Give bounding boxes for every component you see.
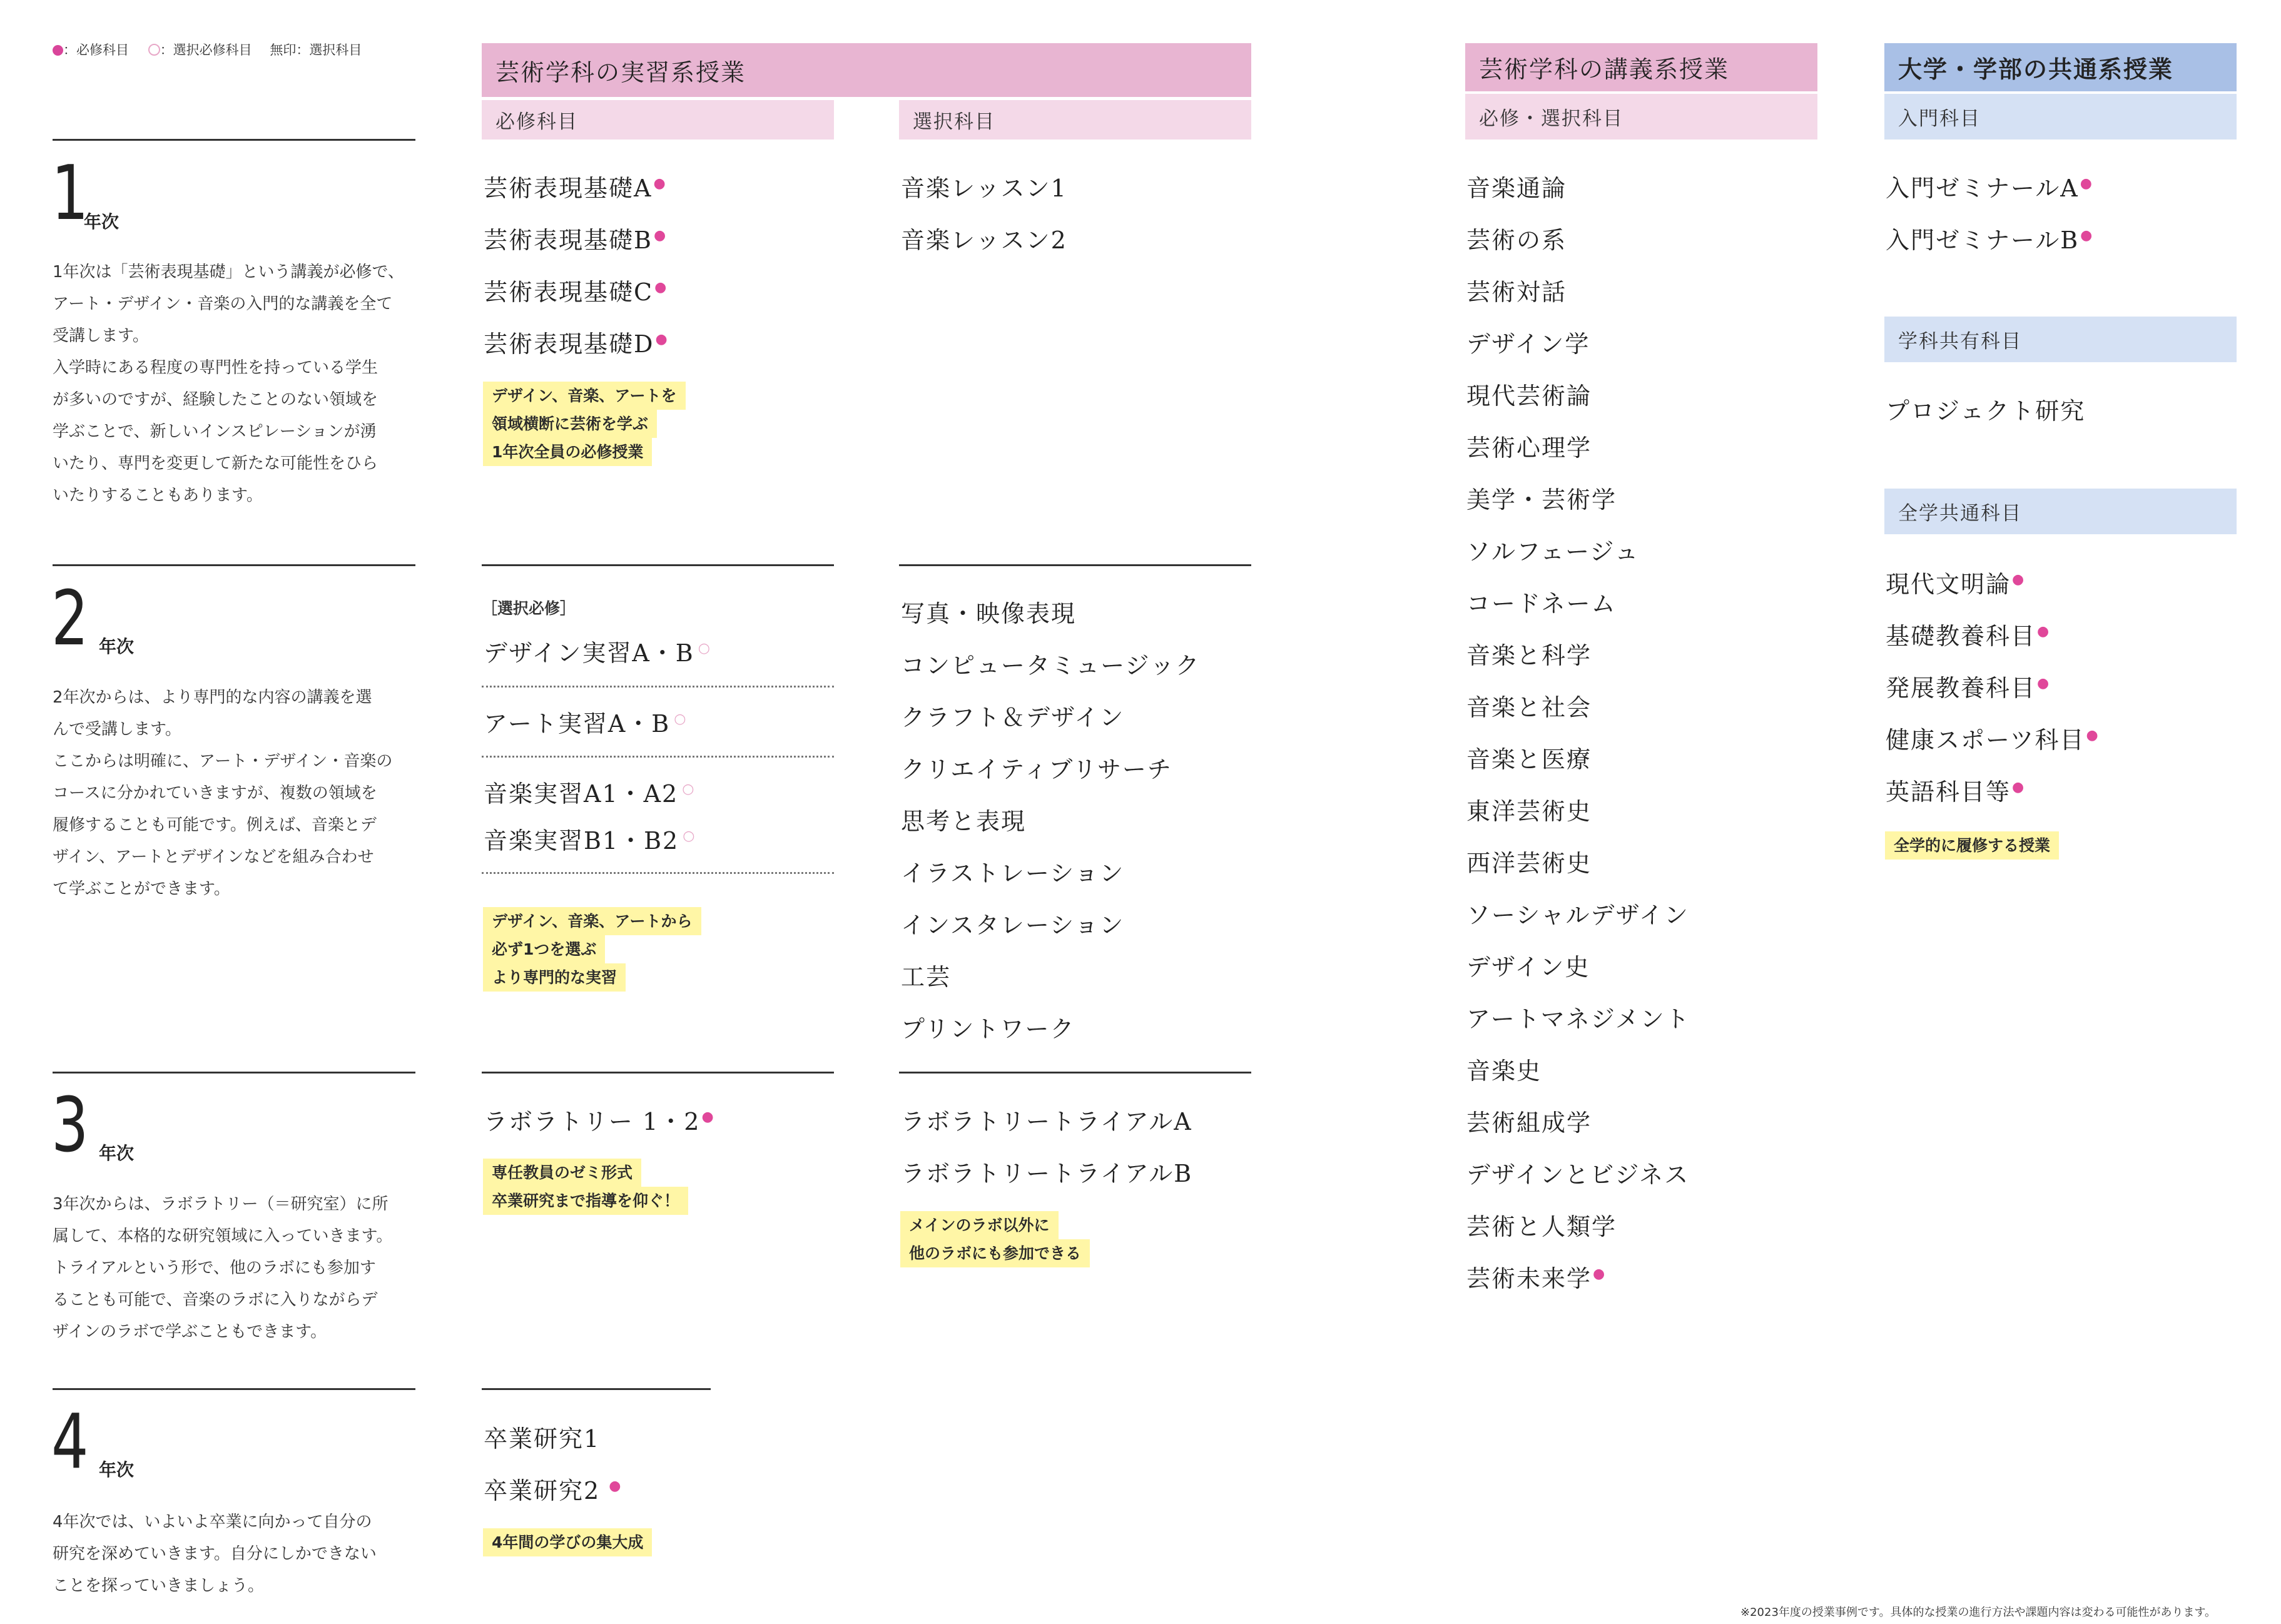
lecture-item: 芸術未来学● bbox=[1466, 1265, 1607, 1292]
required-dot-icon: ● bbox=[654, 280, 668, 296]
common-intro-item: 入門ゼミナールA● bbox=[1886, 175, 2093, 202]
required-dot-icon: ● bbox=[1593, 1266, 1607, 1282]
lecture-item: デザイン学 bbox=[1466, 330, 1590, 358]
y2-sel-item: デザイン実習A・B ○ bbox=[484, 639, 711, 667]
legend-required: ：必修科目 bbox=[63, 43, 129, 58]
y1-opt-item: 音楽レッスン2 bbox=[901, 226, 1067, 254]
y4-req-item: 卒業研究2 ● bbox=[484, 1477, 622, 1505]
lecture-item: ソルフェージュ bbox=[1466, 538, 1640, 566]
year1-rule bbox=[53, 139, 415, 141]
y2-opt-item: 思考と表現 bbox=[901, 808, 1027, 835]
year1-label: 年次 bbox=[84, 211, 119, 232]
lecture-item: 音楽と社会 bbox=[1466, 694, 1592, 721]
year3-number: 3 bbox=[51, 1082, 89, 1169]
common-shared-label: 学科共有科目 bbox=[1884, 317, 2237, 362]
practical-optional-label: 選択科目 bbox=[899, 100, 1251, 140]
common-intro-item: 入門ゼミナールB● bbox=[1886, 226, 2094, 254]
lecture-item: 西洋芸術史 bbox=[1466, 850, 1592, 877]
year1-number: 1 bbox=[51, 150, 89, 237]
y2-note: デザイン、音楽、アートから 必ず1つを選ぶ より専門的な実習 bbox=[483, 907, 701, 992]
required-dot-icon bbox=[53, 45, 63, 56]
y2-opt-item: インスタレーション bbox=[901, 911, 1125, 939]
year2-label: 年次 bbox=[99, 636, 135, 657]
lecture-item: 芸術心理学 bbox=[1466, 434, 1592, 462]
y2-bracket: ［選択必修］ bbox=[482, 599, 576, 617]
y3-req-item: ラボラトリー 1・2● bbox=[484, 1108, 715, 1135]
year3-label: 年次 bbox=[99, 1143, 135, 1164]
year4-rule bbox=[53, 1388, 415, 1390]
footnote: ※2023年度の授業事例です。具体的な授業の進行方法や課題内容は変わる可能性があります。 bbox=[1740, 1606, 2217, 1619]
y3-opt-rule bbox=[899, 1072, 1251, 1073]
year2-rule bbox=[53, 564, 415, 566]
common-general-item: 健康スポーツ科目● bbox=[1886, 726, 2100, 754]
required-dot-icon: ● bbox=[2080, 228, 2094, 244]
y1-req-item: 芸術表現基礎C● bbox=[484, 278, 668, 306]
y2-opt-item: 写真・映像表現 bbox=[901, 600, 1077, 627]
y2-opt-item: イラストレーション bbox=[901, 860, 1125, 887]
required-dot-icon: ● bbox=[2037, 624, 2051, 640]
y1-note: デザイン、音楽、アートを 領域横断に芸術を学ぶ 1年次全員の必修授業 bbox=[483, 382, 686, 466]
y2-req-rule bbox=[482, 564, 834, 566]
required-dot-icon: ● bbox=[2086, 728, 2100, 744]
lecture-item: 音楽と医療 bbox=[1466, 746, 1592, 773]
y4-rule bbox=[482, 1388, 711, 1390]
lecture-item: アートマネジメント bbox=[1466, 1005, 1690, 1033]
required-dot-icon: ● bbox=[653, 176, 667, 192]
y3-opt-note: メインのラボ以外に 他のラボにも参加できる bbox=[900, 1211, 1090, 1267]
lecture-item: デザインとビジネス bbox=[1466, 1161, 1690, 1189]
selective-dot-icon: ○ bbox=[674, 711, 688, 728]
common-general-item: 発展教養科目● bbox=[1886, 674, 2051, 702]
required-dot-icon: ● bbox=[609, 1478, 622, 1495]
lecture-header: 芸術学科の講義系授業 bbox=[1465, 43, 1817, 91]
selective-dot-icon: ○ bbox=[698, 641, 711, 657]
required-dot-icon: ● bbox=[2080, 176, 2093, 192]
required-dot-icon: ● bbox=[653, 228, 668, 244]
y1-req-item: 芸術表現基礎D● bbox=[484, 330, 669, 358]
common-general-label: 全学共通科目 bbox=[1884, 489, 2237, 534]
lecture-item: 芸術組成学 bbox=[1466, 1109, 1592, 1137]
lecture-item: 音楽史 bbox=[1466, 1057, 1542, 1085]
common-note: 全学的に履修する授業 bbox=[1885, 831, 2059, 860]
y2-opt-rule bbox=[899, 564, 1251, 566]
year3-description: 3年次からは、ラボラトリー（＝研究室）に所 属して、本格的な研究領域に入っていきます。 トライアルという形で、他のラボにも参加す ることも可能で、音楽のラボに入りながらデ ザインのラボで学ぶこともできます。 bbox=[53, 1195, 393, 1341]
y2-sel-item: 音楽実習A1・A2 ○ bbox=[484, 780, 696, 808]
year1-description: 1年次は「芸術表現基礎」という講義が必修で、 アート・デザイン・音楽の入門的な講義を全て 受講します。 入学時にある程度の専門性を持っている学生 が多いのですが、経験したことのない領域を 学ぶことで、新しいインスピレーションが湧 いたり、専門を変更して新たな可能性をひら いたりすることもあります。 bbox=[53, 263, 405, 505]
lecture-item: ソーシャルデザイン bbox=[1466, 901, 1689, 929]
y3-opt-item: ラボラトリートライアルA bbox=[901, 1108, 1192, 1135]
common-intro-label: 入門科目 bbox=[1884, 94, 2237, 140]
common-shared-item: プロジェクト研究 bbox=[1886, 397, 2086, 425]
y3-req-note: 専任教員のゼミ形式 卒業研究まで指導を仰ぐ！ bbox=[483, 1159, 688, 1215]
year4-description: 4年次では、いよいよ卒業に向かって自分の 研究を深めていきます。自分にしかできない ことを探っていきましょう。 bbox=[53, 1513, 377, 1595]
y2-opt-item: 工芸 bbox=[901, 963, 952, 991]
y2-divider bbox=[482, 872, 834, 874]
year4-number: 4 bbox=[51, 1399, 89, 1486]
lecture-item: 音楽と科学 bbox=[1466, 642, 1592, 669]
lecture-sub-label: 必修・選択科目 bbox=[1465, 94, 1817, 140]
required-dot-icon: ● bbox=[701, 1109, 715, 1125]
common-general-item: 現代文明論● bbox=[1886, 571, 2026, 598]
lecture-item: 芸術の系 bbox=[1466, 226, 1567, 254]
legend bbox=[53, 40, 362, 59]
lecture-item: 音楽通論 bbox=[1466, 175, 1567, 202]
y3-opt-item: ラボラトリートライアルB bbox=[901, 1160, 1193, 1187]
year2-number: 2 bbox=[51, 576, 89, 662]
practical-required-label: 必修科目 bbox=[482, 100, 834, 140]
lecture-item: デザイン史 bbox=[1466, 953, 1590, 981]
y2-opt-item: プリントワーク bbox=[901, 1015, 1075, 1043]
y2-sel-item: アート実習A・B ○ bbox=[484, 710, 688, 738]
required-dot-icon: ● bbox=[2012, 572, 2026, 588]
selective-dot-icon bbox=[148, 44, 160, 56]
required-dot-icon: ● bbox=[2037, 676, 2051, 692]
practical-header: 芸術学科の実習系授業 bbox=[482, 43, 1251, 97]
lecture-item: コードネーム bbox=[1466, 590, 1617, 617]
y2-divider bbox=[482, 756, 834, 758]
common-general-item: 英語科目等● bbox=[1886, 778, 2026, 806]
y4-note: 4年間の学びの集大成 bbox=[483, 1528, 652, 1556]
selective-dot-icon: ○ bbox=[683, 828, 696, 845]
year2-description: 2年次からは、より専門的な内容の講義を選 んで受講します。 ここからは明確に、アート・デザイン・音楽の コースに分かれていきますが、複数の領域を 履修することも可能です。例えば、音楽とデ ザイン、アートとデザインなどを組み合わせ て学ぶことができます。 bbox=[53, 688, 393, 898]
y2-sel-item: 音楽実習B1・B2 ○ bbox=[484, 827, 696, 855]
y1-opt-item: 音楽レッスン1 bbox=[901, 175, 1067, 202]
required-dot-icon: ● bbox=[2012, 779, 2026, 796]
lecture-item: 現代芸術論 bbox=[1466, 382, 1592, 410]
y1-req-item: 芸術表現基礎B● bbox=[484, 226, 668, 254]
year3-rule bbox=[53, 1072, 415, 1073]
y2-opt-item: クリエイティブリサーチ bbox=[901, 756, 1172, 783]
y2-divider bbox=[482, 686, 834, 688]
common-header: 大学・学部の共通系授業 bbox=[1884, 43, 2237, 91]
y3-req-rule bbox=[482, 1072, 834, 1073]
y4-req-item: 卒業研究1 bbox=[484, 1425, 601, 1453]
year4-label: 年次 bbox=[99, 1459, 135, 1480]
y2-opt-item: コンピュータミュージック bbox=[901, 652, 1201, 679]
selective-dot-icon: ○ bbox=[682, 781, 696, 798]
lecture-item: 芸術と人類学 bbox=[1466, 1213, 1617, 1241]
lecture-item: 東洋芸術史 bbox=[1466, 798, 1592, 825]
legend-none: 無印：選択科目 bbox=[270, 43, 362, 58]
legend-selective: ：選択必修科目 bbox=[160, 43, 252, 58]
y2-opt-item: クラフト＆デザイン bbox=[901, 704, 1125, 731]
common-general-item: 基礎教養科目● bbox=[1886, 622, 2051, 650]
required-dot-icon: ● bbox=[655, 332, 669, 348]
lecture-item: 芸術対話 bbox=[1466, 278, 1567, 306]
y1-req-item: 芸術表現基礎A● bbox=[484, 175, 667, 202]
lecture-item: 美学・芸術学 bbox=[1466, 486, 1617, 514]
